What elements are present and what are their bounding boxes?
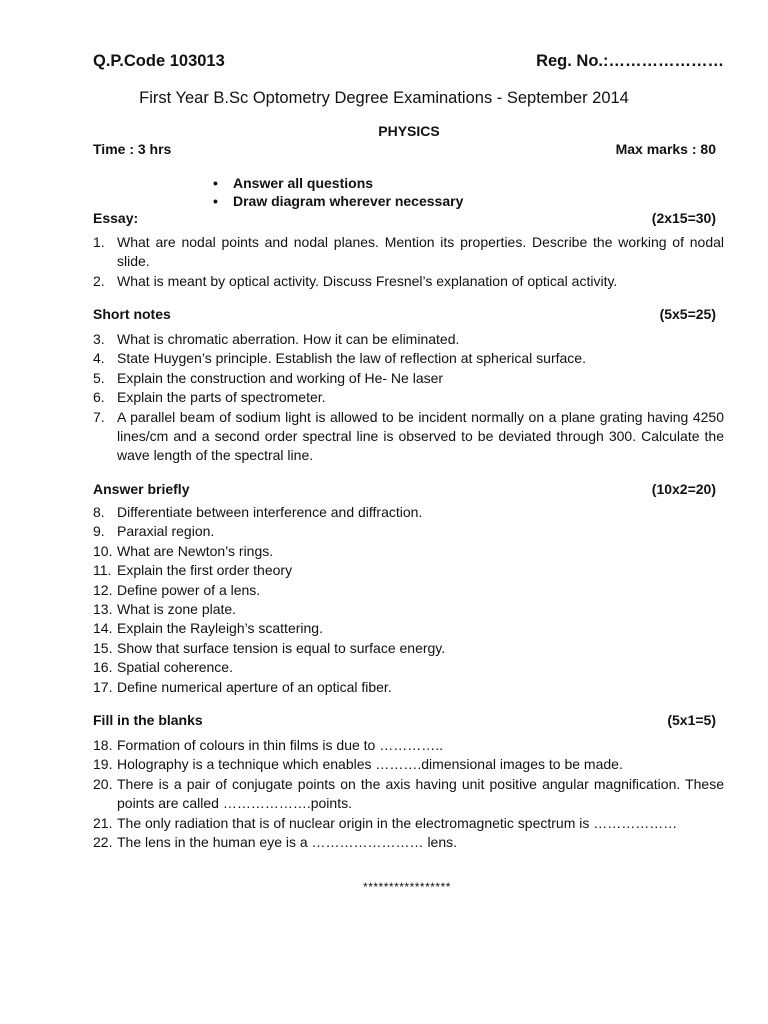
question-text: The only radiation that is of nuclear origin in the electromagnetic spectrum is ……………… xyxy=(117,814,678,831)
question-item xyxy=(93,678,724,697)
question-item xyxy=(93,736,724,755)
question-text: Explain the Rayleigh’s scattering. xyxy=(117,620,323,637)
question-text: Holography is a technique which enables ……….dimensional images to be made. xyxy=(117,756,623,773)
question-text: State Huygen’s principle. Establish the law of reflection at spherical surface. xyxy=(117,350,586,367)
question-item xyxy=(93,233,724,272)
question-number: 5. xyxy=(93,369,105,386)
bullet-icon: • xyxy=(213,175,218,191)
time-allowed: Time : 3 hrs xyxy=(93,141,172,157)
question-text: What is chromatic aberration. How it can be eliminated. xyxy=(117,331,460,347)
question-text: Define power of a lens. xyxy=(117,581,261,598)
question-item xyxy=(93,581,724,600)
instruction-text: Answer all questions xyxy=(233,175,374,191)
section-marks-short-notes: (5x5=25) xyxy=(659,306,716,322)
question-number: 9. xyxy=(93,523,105,540)
essay-questions xyxy=(93,233,724,291)
section-marks-answer-briefly: (10x2=20) xyxy=(651,481,716,497)
question-number: 7. xyxy=(93,408,105,425)
question-item xyxy=(93,658,724,677)
section-title-short-notes: Short notes xyxy=(93,306,171,322)
question-text: Explain the parts of spectrometer. xyxy=(117,389,326,406)
subject-title: PHYSICS xyxy=(378,123,440,139)
question-text: Show that surface tension is equal to surface energy. xyxy=(117,639,446,656)
question-number: 16. xyxy=(93,659,113,676)
max-marks: Max marks : 80 xyxy=(615,141,716,157)
question-item xyxy=(93,542,724,561)
question-text: What are nodal points and nodal planes. Mention its properties. Describe the working of nodal slide. xyxy=(117,234,724,270)
question-text: Differentiate between interference and diffraction. xyxy=(117,504,423,520)
question-text: Spatial coherence. xyxy=(117,659,233,676)
question-item xyxy=(93,833,724,852)
end-of-paper-mark: ***************** xyxy=(363,880,451,894)
question-text: A parallel beam of sodium light is allowed to be incident normally on a plane grating having 4250 lines/cm and a second order spectral line is observed to be deviated through 300. Calculate the wave length of the spectral line. xyxy=(117,408,724,464)
question-item xyxy=(93,369,724,388)
question-item xyxy=(93,330,724,349)
question-text: Formation of colours in thin films is due to ………….. xyxy=(117,737,443,753)
question-text: What is meant by optical activity. Discuss Fresnel’s explanation of optical activity. xyxy=(117,272,618,289)
question-text: Explain the construction and working of He- Ne laser xyxy=(117,369,444,386)
question-number: 3. xyxy=(93,331,105,347)
reg-no: Reg. No.:………………… xyxy=(536,52,724,70)
section-title-answer-briefly: Answer briefly xyxy=(93,481,190,497)
question-number: 17. xyxy=(93,678,113,695)
section-marks-fill-blanks: (5x1=5) xyxy=(667,712,716,728)
question-item xyxy=(93,814,724,833)
question-number: 6. xyxy=(93,389,105,406)
question-number: 2. xyxy=(93,272,105,289)
question-text: Explain the first order theory xyxy=(117,562,293,579)
instruction-item xyxy=(213,193,463,209)
question-number: 14. xyxy=(93,620,113,637)
question-number: 13. xyxy=(93,601,113,618)
question-item xyxy=(93,349,724,368)
question-number: 18. xyxy=(93,737,113,753)
question-item xyxy=(93,503,724,522)
question-number: 10. xyxy=(93,542,113,559)
question-item xyxy=(93,755,724,774)
question-item xyxy=(93,561,724,580)
question-item xyxy=(93,775,724,814)
question-number: 8. xyxy=(93,504,105,520)
question-item xyxy=(93,388,724,407)
question-item xyxy=(93,272,724,291)
question-text: Paraxial region. xyxy=(117,523,215,540)
question-text: The lens in the human eye is a …………………… lens. xyxy=(117,834,458,851)
question-text: There is a pair of conjugate points on the axis having unit positive angular magnification. These points are called ……………….points. xyxy=(117,775,724,812)
section-marks-essay: (2x15=30) xyxy=(651,210,716,226)
section-title-essay: Essay: xyxy=(93,210,139,226)
instruction-item xyxy=(213,175,373,191)
question-text: Define numerical aperture of an optical fiber. xyxy=(117,678,392,695)
answer-briefly-questions xyxy=(93,503,724,697)
section-title-fill-blanks: Fill in the blanks xyxy=(93,712,203,728)
question-number: 12. xyxy=(93,581,113,598)
question-item xyxy=(93,619,724,638)
question-number: 15. xyxy=(93,639,113,656)
question-number: 19. xyxy=(93,756,113,773)
question-number: 22. xyxy=(93,834,113,851)
qp-code: Q.P.Code 103013 xyxy=(93,52,225,70)
question-text: What are Newton’s rings. xyxy=(117,542,274,559)
question-item xyxy=(93,639,724,658)
question-item xyxy=(93,522,724,541)
question-number: 21. xyxy=(93,814,113,831)
question-number: 4. xyxy=(93,350,105,367)
exam-title: First Year B.Sc Optometry Degree Examinations - September 2014 xyxy=(139,89,629,107)
short-notes-questions xyxy=(93,330,724,466)
question-number: 1. xyxy=(93,234,105,250)
bullet-icon: • xyxy=(213,193,218,209)
question-item xyxy=(93,408,724,466)
question-number: 11. xyxy=(93,562,112,579)
question-item xyxy=(93,600,724,619)
instruction-text: Draw diagram wherever necessary xyxy=(233,193,464,209)
fill-blanks-questions xyxy=(93,736,724,852)
question-text: What is zone plate. xyxy=(117,601,237,618)
question-number: 20. xyxy=(93,775,113,792)
